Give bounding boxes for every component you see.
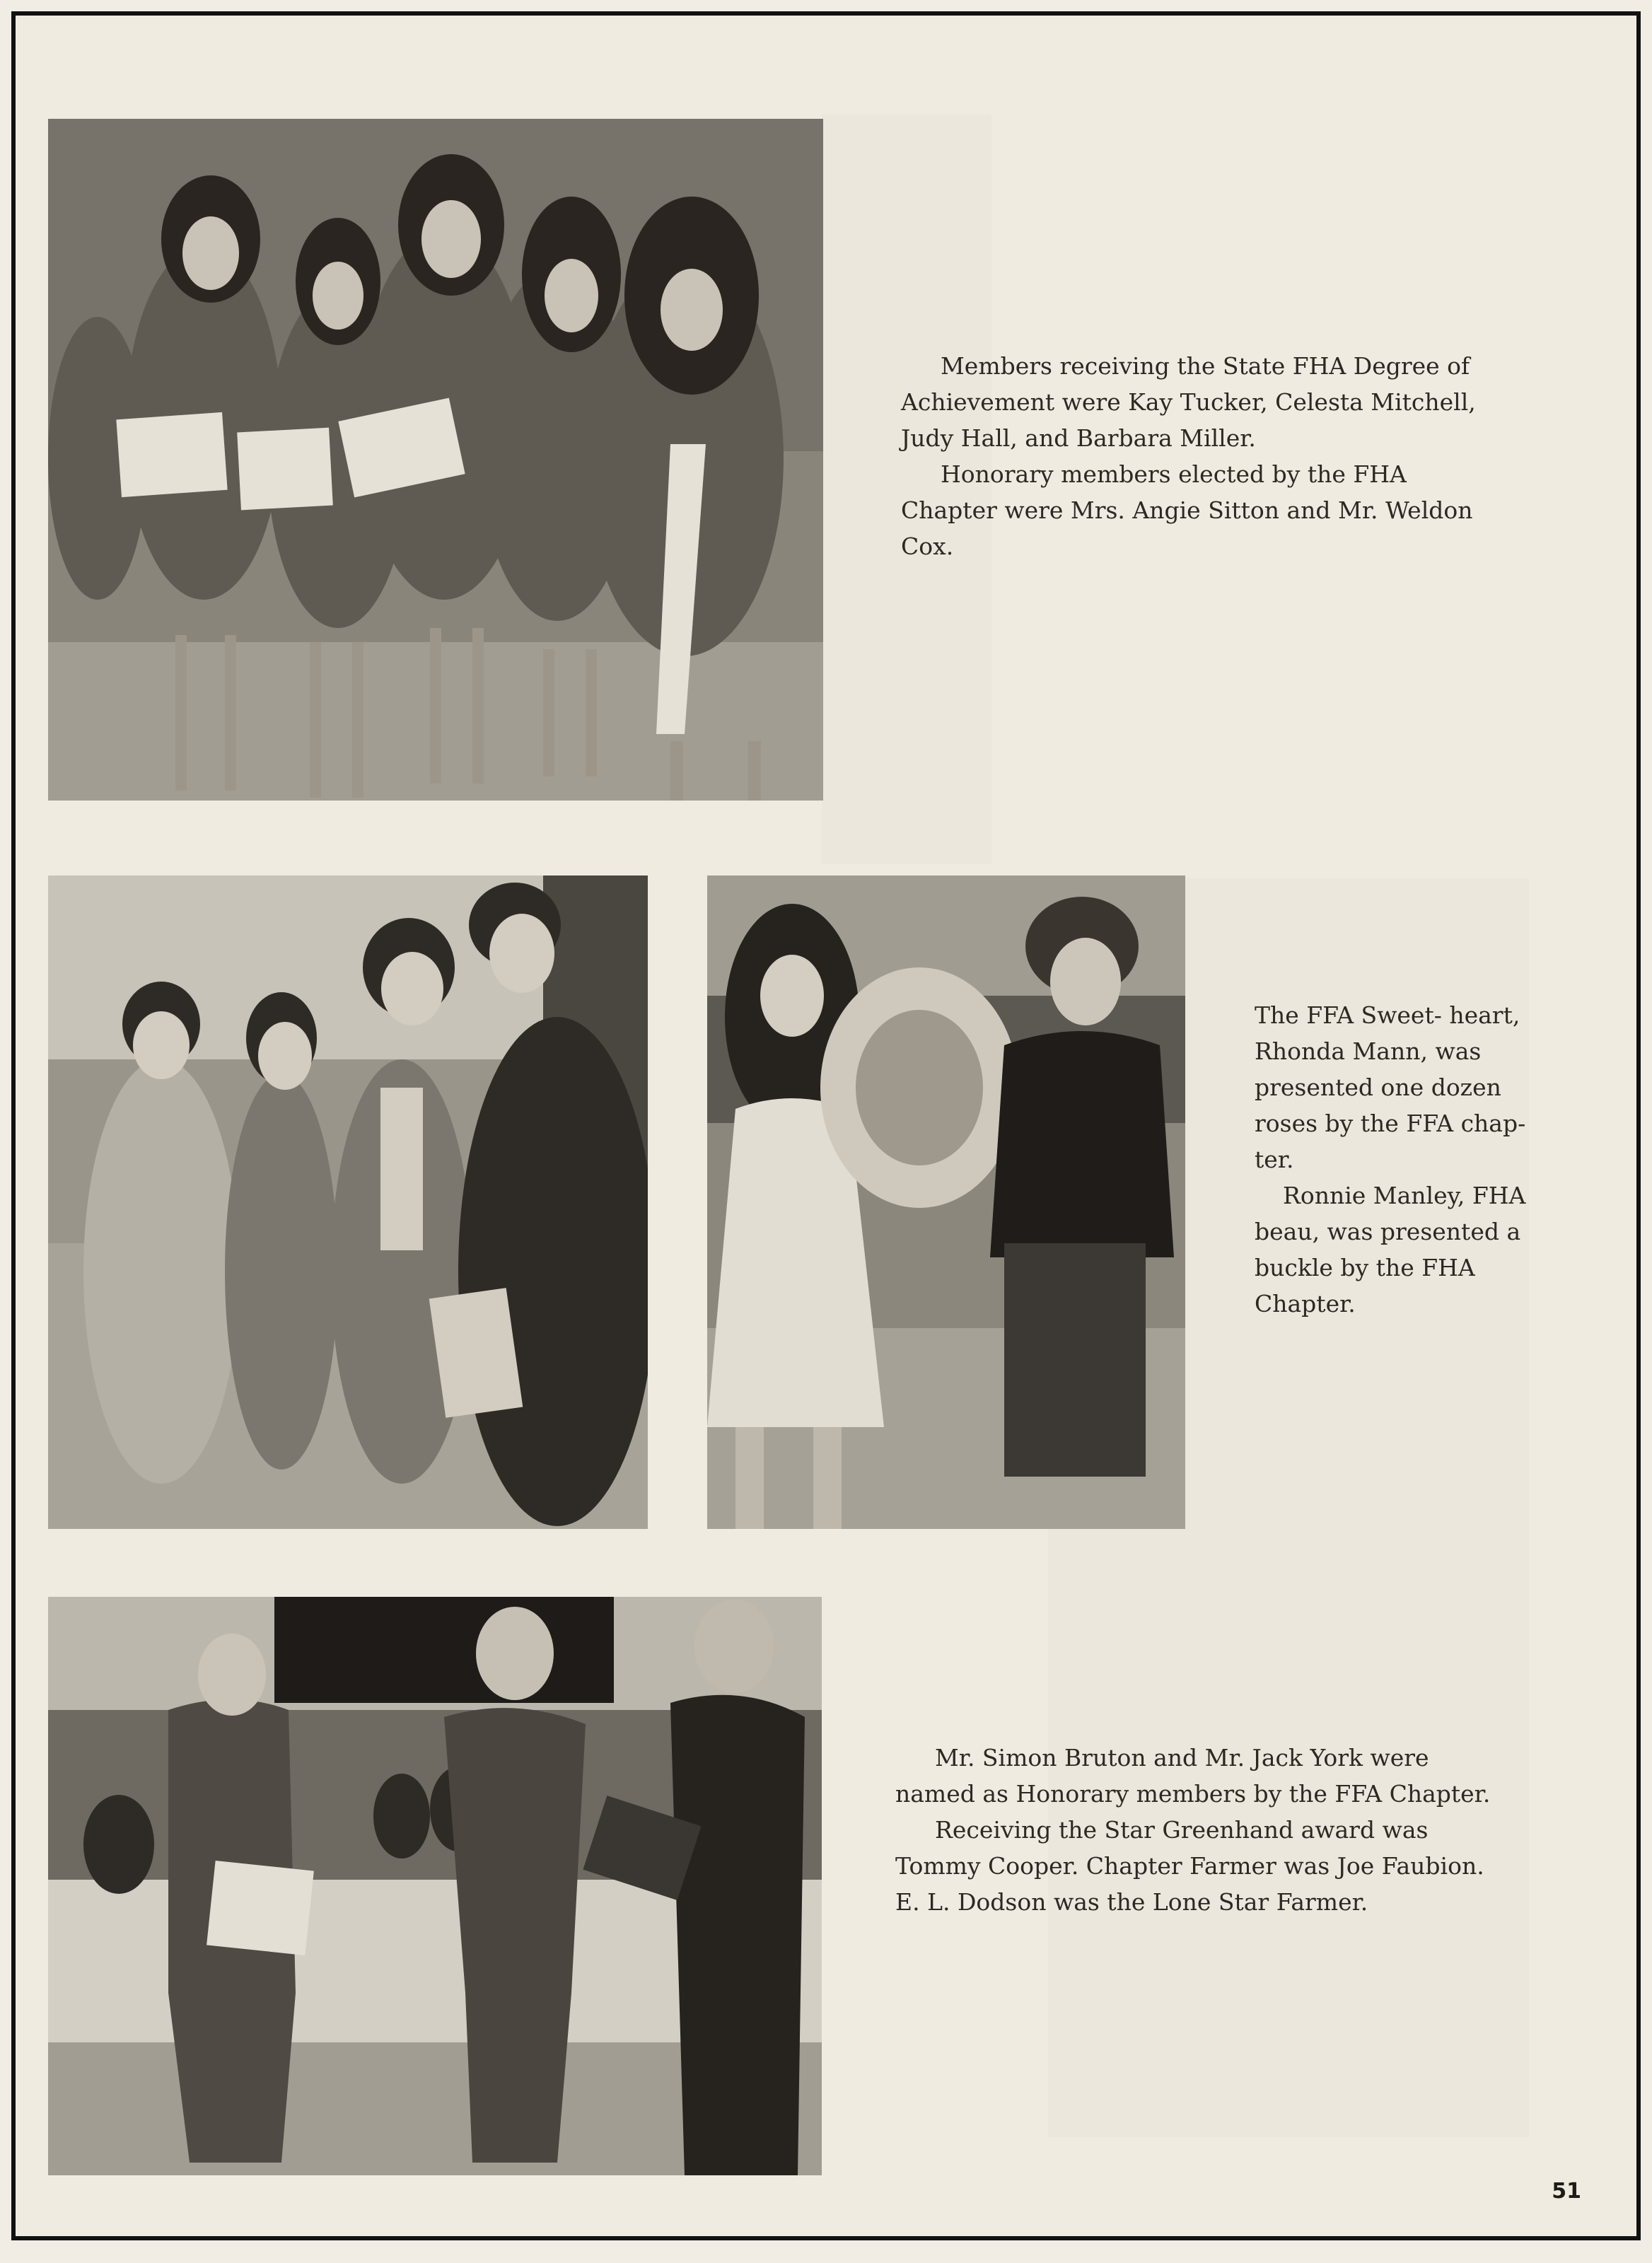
caption-fha-degree [901, 348, 1509, 564]
caption-ffa-honorary [895, 1740, 1503, 1920]
photo-ffa-sweetheart-roses-image [707, 875, 1185, 1529]
page-number: 51 [1552, 2179, 1581, 2204]
caption-ffa-honorary-paragraph: Mr. Simon Bruton and Mr. Jack York were named as Honorary members by the FFA Chapter. [895, 1744, 1491, 1808]
photo-honorary-members-group-image [48, 875, 648, 1529]
caption-star-greenhand-paragraph: Receiving the Star Greenhand award was Tommy Cooper. Chapter Farmer was Joe Faubion. E. L. Dodson was the Lone Star Farmer. [895, 1816, 1484, 1916]
caption-beau-paragraph: Ronnie Manley, FHA beau, was presented a buckle by the FHA Chapter. [1255, 1182, 1526, 1317]
caption-fha-degree-paragraph: Members receiving the State FHA Degree of Achievement were Kay Tucker, Celesta Mitchell, Judy Hall, and Barbara Miller. [901, 352, 1476, 452]
photo-fha-degree-recipients-image [48, 119, 823, 801]
photo-ffa-honorary-handshake [48, 1597, 822, 2175]
photo-honorary-members-group [48, 875, 648, 1529]
caption-sweetheart-paragraph: The FFA Sweet- heart, Rhonda Mann, was presented one dozen roses by the FFA chap- ter. [1255, 1001, 1526, 1173]
photo-ffa-honorary-handshake-image [48, 1597, 822, 2175]
photo-fha-degree-recipients [48, 119, 823, 801]
photo-ffa-sweetheart-roses [707, 875, 1185, 1529]
caption-sweetheart [1255, 997, 1537, 1322]
yearbook-page [11, 11, 1641, 2240]
caption-fha-honorary-paragraph: Honorary members elected by the FHA Chapter were Mrs. Angie Sitton and Mr. Weldon Cox. [901, 460, 1473, 560]
